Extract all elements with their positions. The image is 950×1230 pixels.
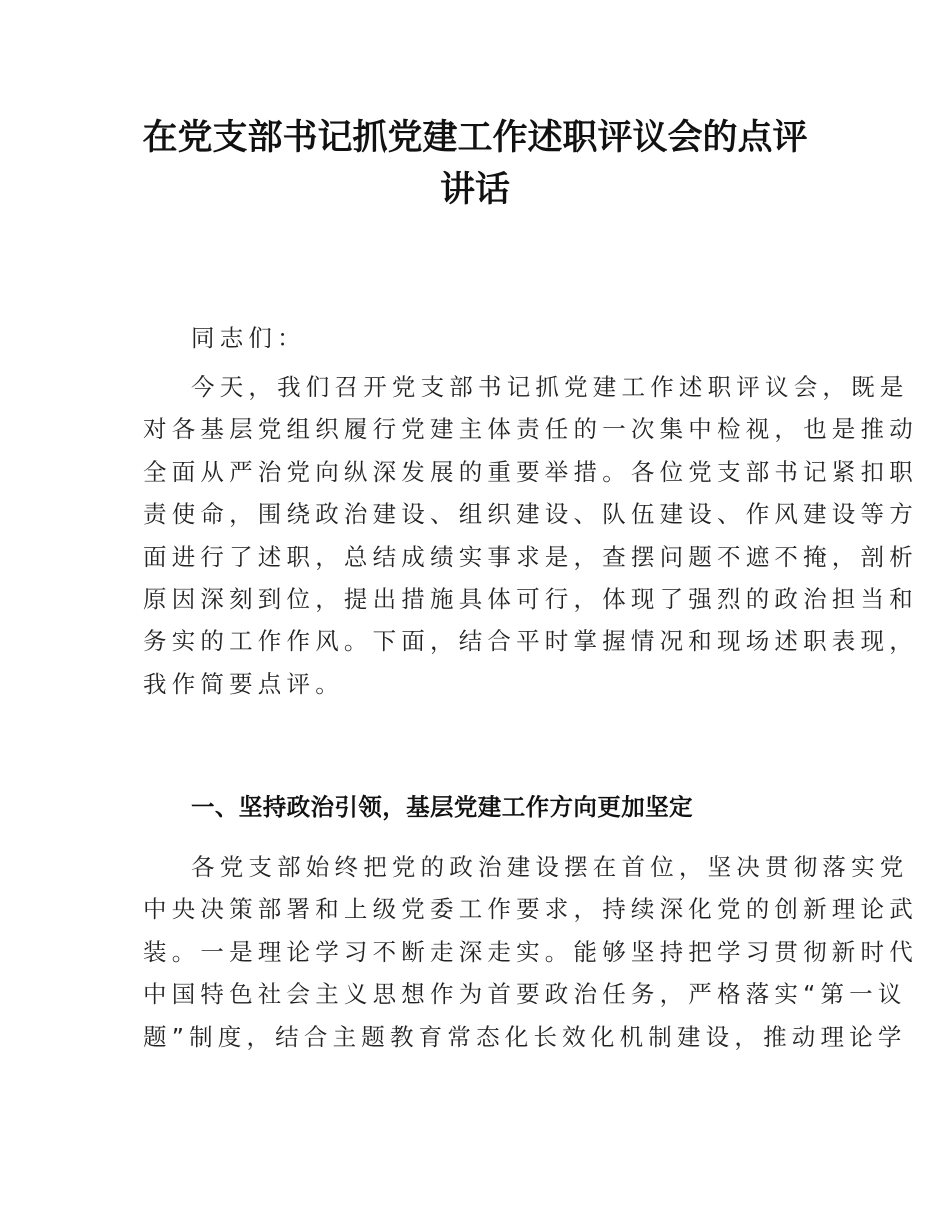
section-heading-1: 一、坚持政治引领，基层党建工作方向更加坚定: [191, 793, 693, 821]
paragraph-line: 中央决策部署和上级党委工作要求，持续深化党的创新理论武: [143, 895, 918, 924]
paragraph-line: 装。一是理论学习不断走深走实。能够坚持把学习贯彻新时代: [143, 937, 918, 966]
paragraph-line: 对各基层党组织履行党建主体责任的一次集中检视，也是推动: [143, 415, 918, 444]
paragraph-opening: [143, 366, 918, 705]
paragraph-line: 面进行了述职，总结成绩实事求是，查摆问题不遮不掩，剖析: [143, 542, 918, 571]
paragraph-line: 今天，我们召开党支部书记抓党建工作述职评议会，既是: [191, 373, 909, 401]
paragraph-line: 我作简要点评。: [143, 669, 344, 698]
paragraph-line: 题”制度，结合主题教育常态化长效化机制建设，推动理论学: [143, 1022, 907, 1051]
document-title: [140, 112, 810, 216]
paragraph-section1: [143, 846, 918, 1058]
paragraph-line: 全面从严治党向纵深发展的重要举措。各位党支部书记紧扣职: [143, 457, 918, 486]
salutation: 同志们：: [191, 324, 306, 352]
title-line-1: 在党支部书记抓党建工作述职评议会的点评: [142, 118, 808, 158]
paragraph-line: 原因深刻到位，提出措施具体可行，体现了强烈的政治担当和: [143, 584, 918, 613]
paragraph-line: 务实的工作作风。下面，结合平时掌握情况和现场述职表现，: [143, 627, 918, 656]
paragraph-line: 各党支部始终把党的政治建设摆在首位，坚决贯彻落实党: [191, 853, 909, 881]
paragraph-line: 责使命，围绕政治建设、组织建设、队伍建设、作风建设等方: [143, 500, 918, 529]
title-line-2: 讲话: [439, 170, 510, 210]
paragraph-line: 中国特色社会主义思想作为首要政治任务，严格落实“第一议: [143, 980, 907, 1009]
